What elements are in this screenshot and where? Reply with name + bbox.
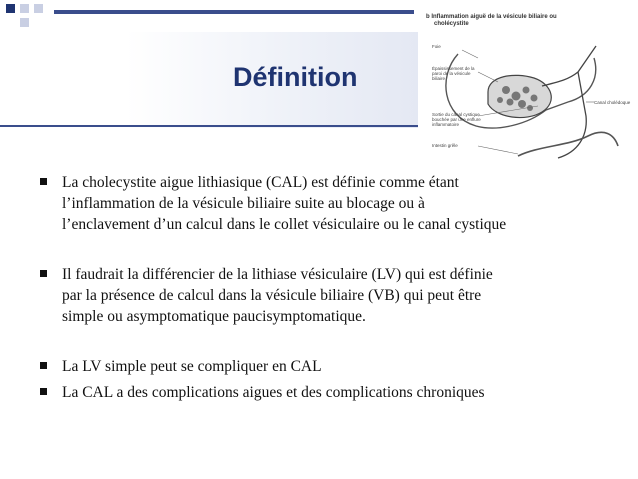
bullet-square-icon bbox=[40, 362, 47, 369]
top-rule bbox=[54, 10, 414, 14]
figure-caption-line: cholécystite bbox=[434, 21, 469, 27]
common-bile-duct bbox=[558, 72, 586, 158]
bullet-line: par la présence de calcul dans la vésicule biliaire (VB) qui peut être bbox=[62, 287, 482, 304]
small-intestine bbox=[518, 132, 618, 156]
bullet-line: Il faudrait la différencier de la lithiase vésiculaire (LV) qui est définie bbox=[62, 266, 493, 283]
bile-duct bbox=[542, 46, 596, 86]
bullet-line: l’enclavement d’un calcul dans le collet vésiculaire ou le canal cystique bbox=[62, 216, 507, 233]
decor-square bbox=[20, 18, 29, 27]
figure-label-wall-thickening: Épaississement de la paroi de la vésicule biliaire bbox=[432, 66, 475, 81]
gallbladder-illustration bbox=[418, 6, 634, 172]
bullet-text bbox=[62, 382, 597, 403]
figure-caption-line: b Inflammation aiguë de la vésicule biliaire ou bbox=[426, 14, 557, 20]
bullet-line: simple ou asymptomatique paucisymptomatique. bbox=[62, 308, 366, 325]
bullet-line: l’inflammation de la vésicule biliaire suite au blocage ou à bbox=[62, 195, 425, 212]
title-divider bbox=[0, 125, 420, 127]
bullet-line: La CAL a des complications aigues et des complications chroniques bbox=[62, 384, 485, 401]
decor-square bbox=[6, 4, 15, 13]
figure-label-common-bile-duct: Canal cholédoque bbox=[594, 100, 631, 105]
decor-square bbox=[20, 4, 29, 13]
bullet-text bbox=[62, 356, 597, 377]
figure-label-cystic-duct: Sortie du canal cystique bouchée par une enflure inflammatoire bbox=[432, 112, 481, 127]
bullet-square-icon bbox=[40, 178, 47, 185]
figure-label-small-intestine: Intestin grêle bbox=[432, 143, 458, 148]
decor-square bbox=[34, 4, 43, 13]
bullet-line: La LV simple peut se compliquer en CAL bbox=[62, 358, 322, 375]
bullet-square-icon bbox=[40, 388, 47, 395]
bullet-line: La cholecystite aigue lithiasique (CAL) est définie comme étant bbox=[62, 174, 459, 191]
bullet-text bbox=[62, 172, 597, 235]
figure-label-liver: Foie bbox=[432, 44, 441, 49]
slide-title: Définition bbox=[233, 62, 358, 92]
bullet-text bbox=[62, 264, 597, 327]
bullet-square-icon bbox=[40, 270, 47, 277]
